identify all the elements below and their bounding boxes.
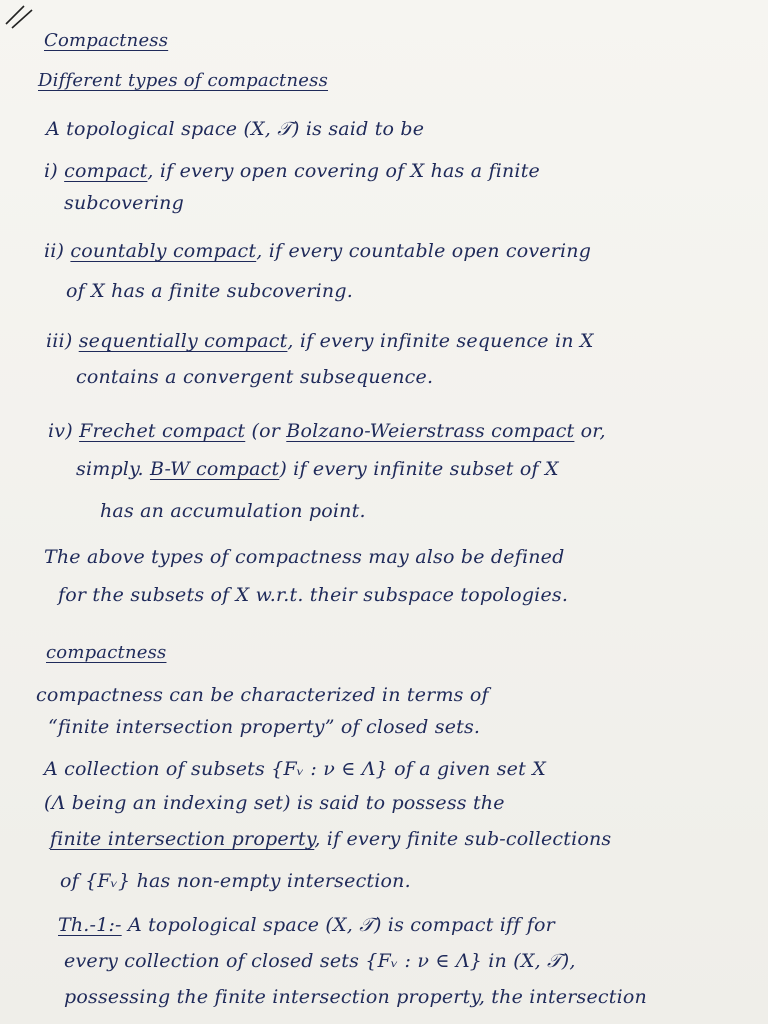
- item-4-or: or,: [580, 420, 606, 442]
- item-3-term: sequentially compact: [78, 330, 288, 352]
- theorem-label: Th.-1:-: [58, 914, 122, 936]
- item-4-paren: (or: [251, 420, 281, 442]
- item-4-number: iv): [48, 420, 73, 442]
- item-4-term-3: B-W compact: [149, 458, 280, 480]
- fip-text: , if every finite sub-collections: [314, 828, 612, 850]
- item-2-term: countably compact: [70, 240, 257, 262]
- item-1-line-1: [44, 160, 540, 182]
- remark-line-1: The above types of compactness may also be defined: [44, 546, 565, 568]
- item-1-text: , if every open covering of X has a finite: [147, 160, 540, 182]
- fip-term: finite intersection property: [50, 828, 315, 850]
- section-2-line-4: (Λ being an indexing set) is said to possess the: [44, 792, 505, 814]
- theorem-text-1: A topological space (X, 𝒯) is compact iff for: [127, 914, 555, 936]
- item-2-line-1: [44, 240, 591, 262]
- theorem-line-3: possessing the finite intersection property, the intersection: [64, 986, 647, 1008]
- item-4-text: ) if every infinite subset of X: [279, 458, 559, 480]
- item-2-line-2: of X has a finite subcovering.: [66, 280, 353, 302]
- theorem-line-1: [58, 914, 555, 936]
- item-4-simply: simply.: [76, 458, 144, 480]
- item-1-term: compact: [64, 160, 148, 182]
- intro-line: A topological space (X, 𝒯) is said to be: [46, 118, 425, 140]
- item-4-term-2: Bolzano-Weierstrass compact: [286, 420, 575, 442]
- item-4-line-1: [48, 420, 606, 442]
- section-2-line-1: compactness can be characterized in terms of: [36, 684, 489, 706]
- item-1-line-2: subcovering: [64, 192, 184, 214]
- item-2-text: , if every countable open covering: [256, 240, 592, 262]
- item-4-line-2: [76, 458, 559, 480]
- item-4-line-3: has an accumulation point.: [100, 500, 366, 522]
- theorem-line-2: every collection of closed sets {Fᵥ : ν ∈ Λ} in (X, 𝒯),: [64, 950, 576, 972]
- section-2-title: compactness: [46, 642, 167, 663]
- item-3-number: iii): [46, 330, 73, 352]
- page-subtitle: Different types of compactness: [38, 70, 329, 91]
- page-title: Compactness: [44, 30, 169, 51]
- section-2-line-6: of {Fᵥ} has non-empty intersection.: [60, 870, 411, 892]
- corner-tick-mark: [4, 2, 40, 32]
- item-2-number: ii): [44, 240, 65, 262]
- item-3-text: , if every infinite sequence in X: [287, 330, 594, 352]
- item-4-term: Frechet compact: [79, 420, 246, 442]
- item-3-line-1: [46, 330, 594, 352]
- section-2-line-5: [50, 828, 611, 850]
- item-3-line-2: contains a convergent subsequence.: [76, 366, 434, 388]
- section-2-line-2: “finite intersection property” of closed sets.: [48, 716, 481, 738]
- section-2-line-3: A collection of subsets {Fᵥ : ν ∈ Λ} of a given set X: [44, 758, 546, 780]
- item-1-number: i): [44, 160, 58, 182]
- remark-line-2: for the subsets of X w.r.t. their subspace topologies.: [58, 584, 569, 606]
